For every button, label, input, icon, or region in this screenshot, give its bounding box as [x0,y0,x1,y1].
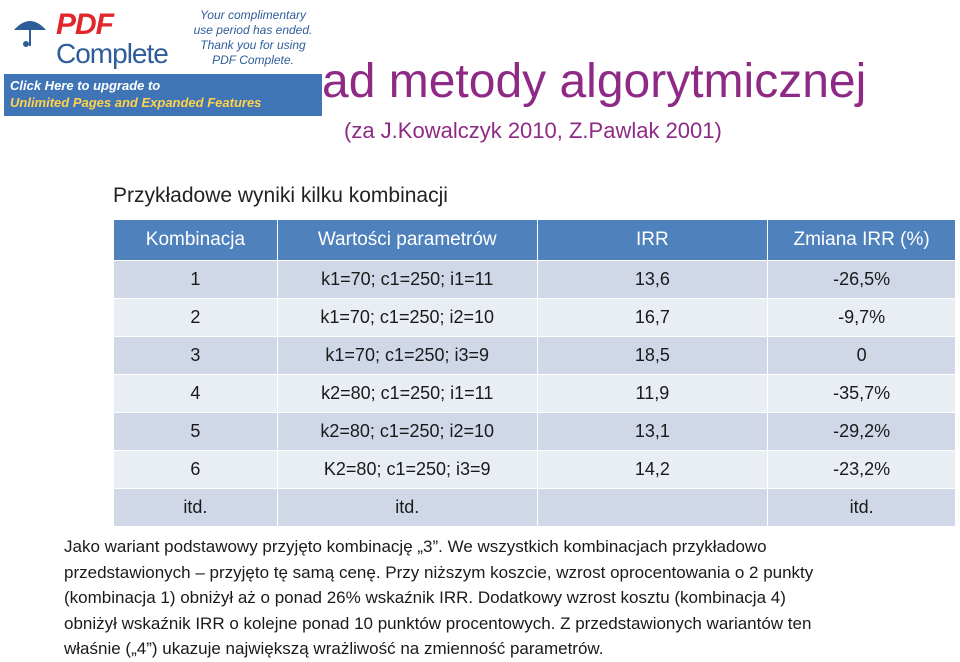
table-cell: k1=70; c1=250; i3=9 [277,337,537,375]
table-cell: 13,6 [537,261,768,299]
table-row [114,299,956,337]
table-caption: Przykładowe wyniki kilku kombinacji [113,184,448,207]
upgrade-line-1[interactable]: Click Here to upgrade to [10,78,161,93]
table-cell: itd. [277,489,537,527]
logo-complete-text: Complete [56,38,168,69]
page-subtitle: (za J.Kowalczyk 2010, Z.Pawlak 2001) [344,118,722,143]
summary-paragraph [64,534,954,662]
table-cell: K2=80; c1=250; i3=9 [277,451,537,489]
logo-pdf-text: PDF [56,8,113,41]
table-row [114,337,956,375]
page-title: ad metody algorytmicznej [322,55,867,108]
upgrade-line-2[interactable]: Unlimited Pages and Expanded Features [10,95,262,110]
table-cell: 16,7 [537,299,768,337]
header-wartosci: Wartości parametrów [277,220,537,261]
table-cell: -9,7% [768,299,956,337]
paragraph-line: obniżył wskaźnik IRR o kolejne ponad 10 punktów procentowych. Z przedstawionych wariantów ten [64,613,812,633]
table-cell: 3 [114,337,278,375]
table-cell: k2=80; c1=250; i2=10 [277,413,537,451]
table-cell: 5 [114,413,278,451]
table-cell: itd. [114,489,278,527]
promo-line: PDF Complete. [212,53,294,67]
table-cell: 11,9 [537,375,768,413]
promo-text [184,4,322,74]
table-cell: k1=70; c1=250; i2=10 [277,299,537,337]
table-cell: 2 [114,299,278,337]
table-row [114,413,956,451]
table-cell: 0 [768,337,956,375]
table-cell: 6 [114,451,278,489]
table-cell: itd. [768,489,956,527]
paragraph-line: (kombinacja 1) obniżył aż o ponad 26% wskaźnik IRR. Dodatkowy wzrost kosztu (kombinacja 4) [64,588,786,607]
upgrade-link[interactable] [10,77,261,111]
header-irr: IRR [537,220,768,261]
table-cell: 14,2 [537,451,768,489]
table-cell: -23,2% [768,451,956,489]
table-cell: -35,7% [768,375,956,413]
promo-line: use period has ended. [193,23,313,37]
promo-line: Thank you for using [200,38,306,52]
pdf-complete-banner[interactable] [4,4,322,116]
table-row [114,261,956,299]
paragraph-line: właśnie („4”) ukazuje największą wrażliwość na zmienność parametrów. [64,639,604,658]
table-cell [537,489,768,527]
table-cell: 18,5 [537,337,768,375]
table-cell: -26,5% [768,261,956,299]
table-cell: 13,1 [537,413,768,451]
table-cell: -29,2% [768,413,956,451]
table-row [114,489,956,527]
header-kombinacja: Kombinacja [114,220,278,261]
header-zmiana-irr: Zmiana IRR (%) [768,220,956,261]
table-cell: k2=80; c1=250; i1=11 [277,375,537,413]
paragraph-line: przedstawionych – przyjęto tę samą cenę. Przy niższym koszcie, wzrost oprocentowania o 2 punkty [64,562,814,582]
paragraph-line: Jako wariant podstawowy przyjęto kombinację „3”. We wszystkich kombinacjach przykładowo [64,537,767,556]
umbrella-icon [12,14,48,50]
table-cell: 1 [114,261,278,299]
table-header-row [114,220,956,261]
results-table [113,219,956,527]
logo-area [4,4,184,74]
table-cell: k1=70; c1=250; i1=11 [277,261,537,299]
table-row [114,451,956,489]
promo-line: Your complimentary [199,8,307,22]
table-cell: 4 [114,375,278,413]
table-row [114,375,956,413]
